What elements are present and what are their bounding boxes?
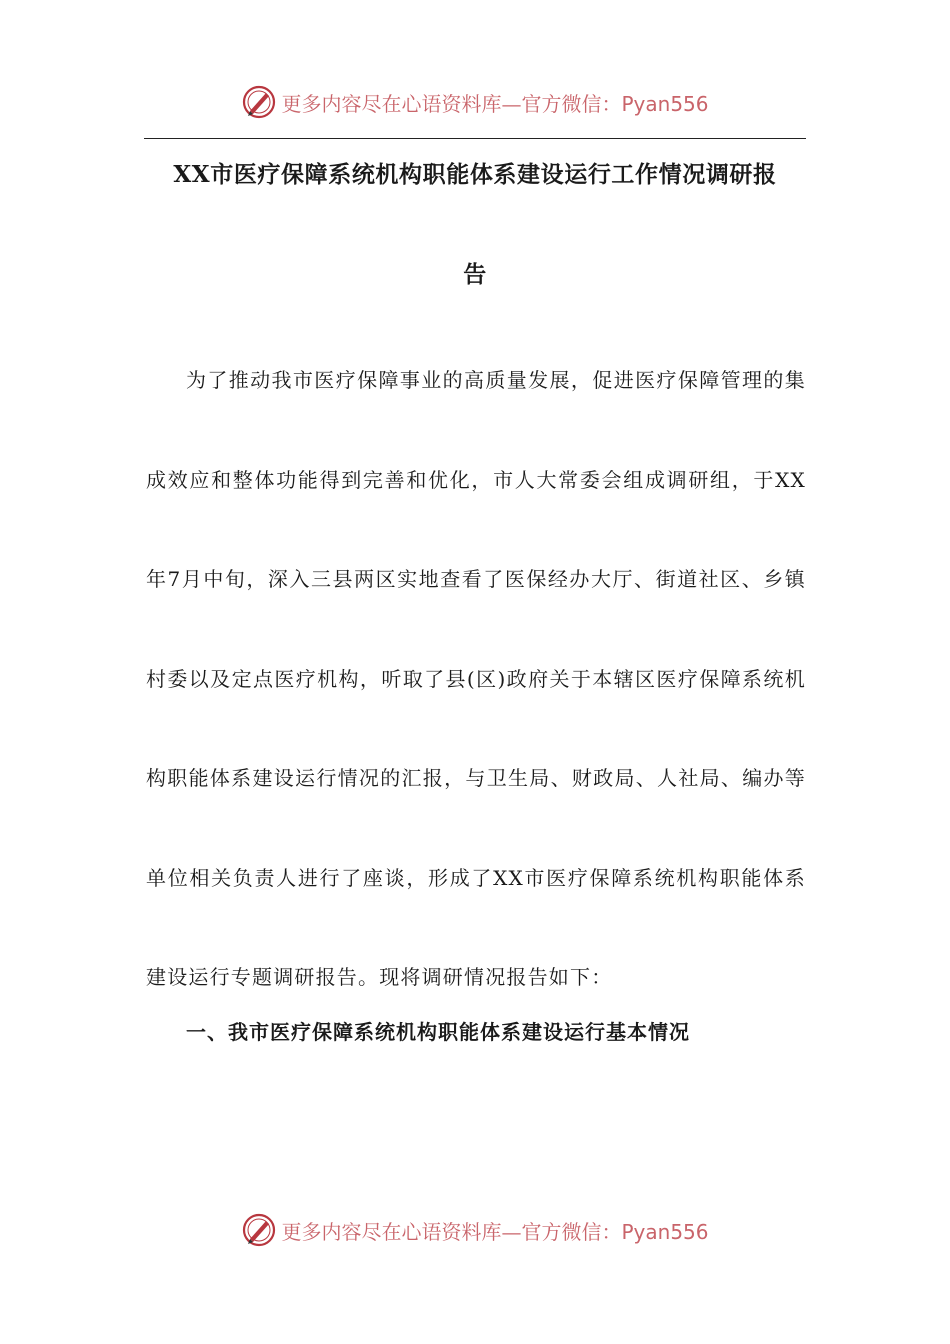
banner-text: 更多内容尽在心语资料库—官方微信：Pyan556 (281, 1219, 709, 1244)
footer-banner (0, 1208, 950, 1252)
title-line-2: 告 (463, 261, 487, 288)
title-line-1: XX市医疗保障系统机构职能体系建设运行工作情况调研报 (173, 161, 777, 188)
banner-wechat-id: Pyan556 (621, 91, 709, 116)
banner-wechat-id: Pyan556 (621, 1219, 709, 1244)
intro-paragraph: 为了推动我市医疗保障事业的高质量发展，促进医疗保障管理的集成效应和整体功能得到完善和优化，市人大常委会组成调研组，于XX年7月中旬，深入三县两区实地查看了医保经办大厅、街道社区、乡镇村委以及定点医疗机构，听取了县(区)政府关于本辖区医疗保障系统机构职能体系建设运行情况的汇报，与卫生局、财政局、人社局、编办等单位相关负责人进行了座谈，形成了XX市医疗保障系统机构职能体系建设运行专题调研报告。现将调研情况报告如下： (146, 368, 806, 989)
banner-text: 更多内容尽在心语资料库—官方微信：Pyan556 (281, 91, 709, 116)
document-title (140, 150, 810, 300)
section-heading-1: 一、我市医疗保障系统机构职能体系建设运行基本情况 (186, 1020, 690, 1044)
document-body (146, 331, 806, 1028)
pen-logo-icon (241, 1212, 277, 1248)
pen-logo-icon (241, 84, 277, 120)
header-banner (0, 80, 950, 124)
header-divider (144, 138, 806, 139)
